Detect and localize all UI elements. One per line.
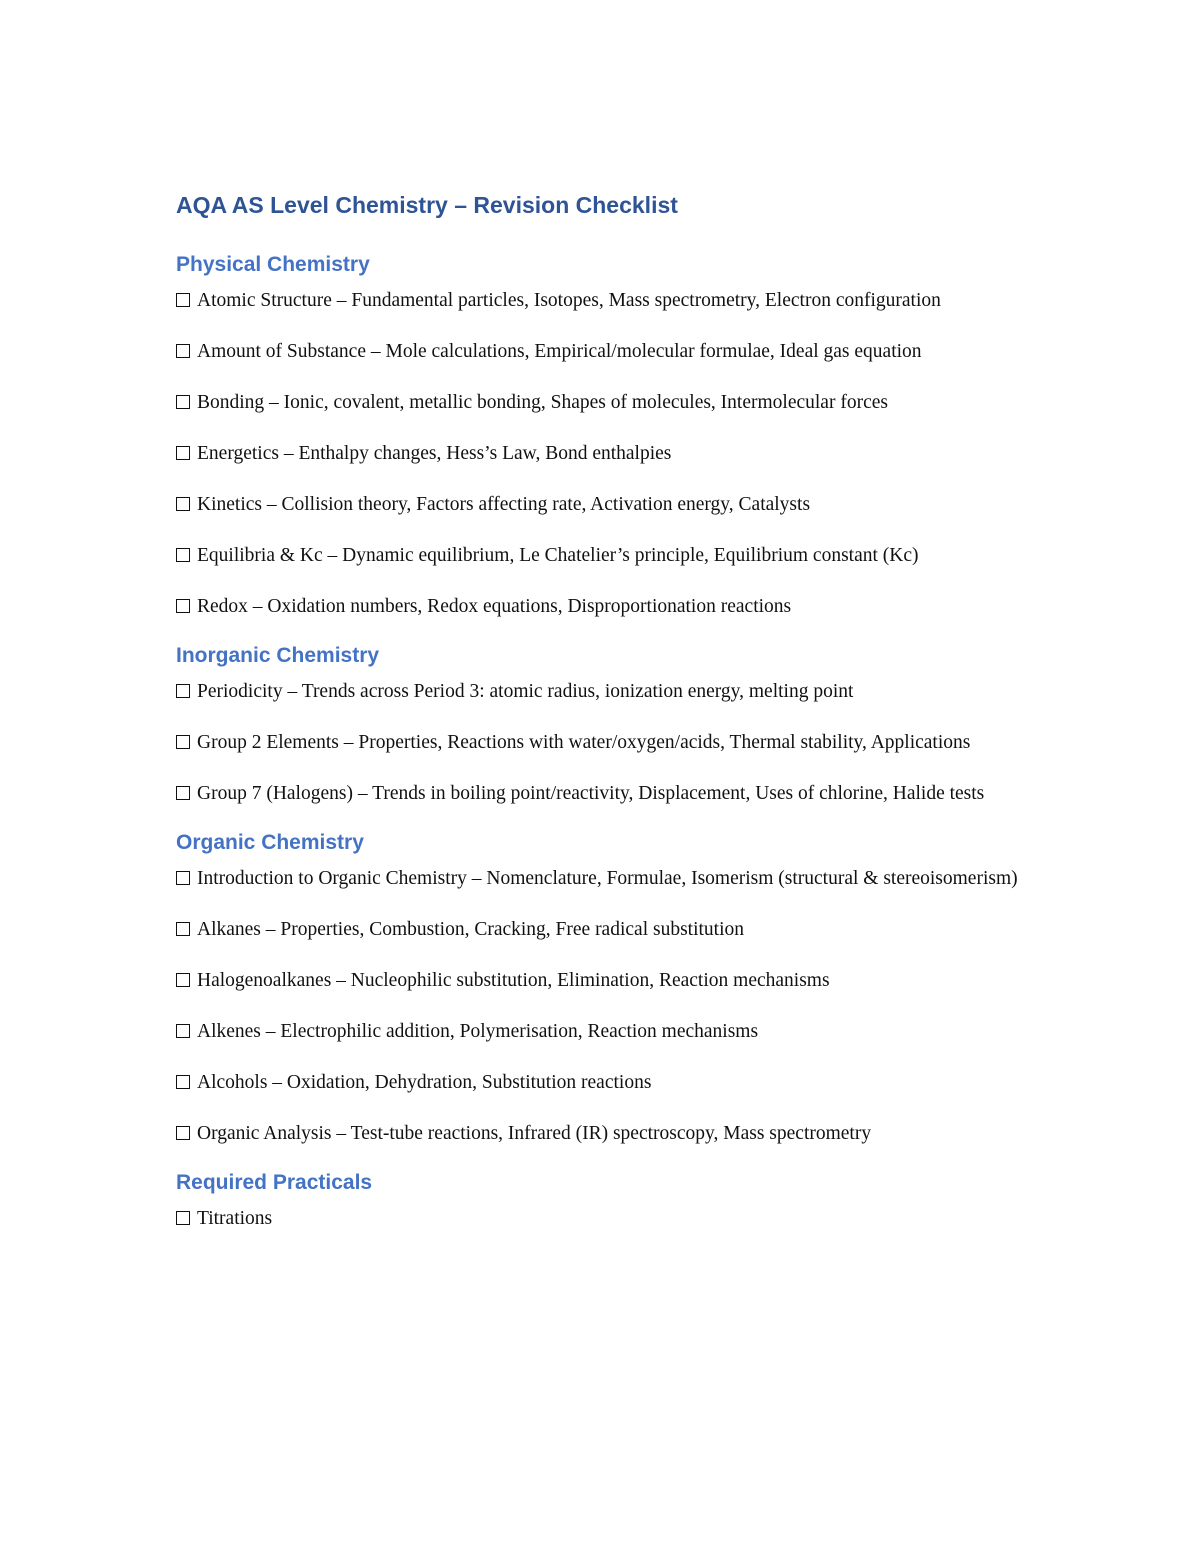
checklist-item xyxy=(176,728,1036,757)
checklist-item xyxy=(176,779,1036,808)
checkbox[interactable] xyxy=(176,1075,190,1089)
checklist-item xyxy=(176,966,1036,995)
checkbox[interactable] xyxy=(176,1024,190,1038)
checkbox[interactable] xyxy=(176,344,190,358)
checklist-item-text: Group 7 (Halogens) – Trends in boiling point/reactivity, Displacement, Uses of chlorine, Halide tests xyxy=(197,783,985,804)
checkbox[interactable] xyxy=(176,735,190,749)
section-heading-required-practicals: Required Practicals xyxy=(176,1171,373,1194)
checklist-item xyxy=(176,915,1036,944)
checklist-item xyxy=(176,1204,1036,1233)
checklist-item-text: Atomic Structure – Fundamental particles, Isotopes, Mass spectrometry, Electron configuration xyxy=(197,290,941,311)
section-heading-organic-chemistry: Organic Chemistry xyxy=(176,831,364,854)
checkbox[interactable] xyxy=(176,922,190,936)
checkbox[interactable] xyxy=(176,786,190,800)
checklist-item-text: Redox – Oxidation numbers, Redox equations, Disproportionation reactions xyxy=(197,596,792,617)
checklist-item xyxy=(176,864,1036,893)
checkbox[interactable] xyxy=(176,1211,190,1225)
checklist-item-text: Halogenoalkanes – Nucleophilic substitution, Elimination, Reaction mechanisms xyxy=(197,970,830,991)
checklist-item-text: Alcohols – Oxidation, Dehydration, Substitution reactions xyxy=(197,1072,652,1093)
checklist-item-text: Bonding – Ionic, covalent, metallic bonding, Shapes of molecules, Intermolecular forces xyxy=(197,392,888,413)
checklist-item xyxy=(176,592,1036,621)
checklist-item xyxy=(176,490,1036,519)
checklist-item-text: Organic Analysis – Test-tube reactions, Infrared (IR) spectroscopy, Mass spectrometry xyxy=(197,1123,872,1144)
checklist-item xyxy=(176,541,1036,570)
checkbox[interactable] xyxy=(176,497,190,511)
checklist-item xyxy=(176,1017,1036,1046)
checkbox[interactable] xyxy=(176,548,190,562)
checkbox[interactable] xyxy=(176,446,190,460)
checklist-item xyxy=(176,677,1036,706)
checklist-item-text: Alkenes – Electrophilic addition, Polymerisation, Reaction mechanisms xyxy=(197,1021,759,1042)
checklist-item xyxy=(176,439,1036,468)
document-title: AQA AS Level Chemistry – Revision Checklist xyxy=(176,192,678,218)
checklist-item-text: Energetics – Enthalpy changes, Hess’s Law, Bond enthalpies xyxy=(197,443,672,464)
checklist-item xyxy=(176,286,1036,315)
section-heading-physical-chemistry: Physical Chemistry xyxy=(176,253,370,276)
document-page xyxy=(176,188,1036,1255)
checkbox[interactable] xyxy=(176,871,190,885)
checklist-item-text: Kinetics – Collision theory, Factors affecting rate, Activation energy, Catalysts xyxy=(197,494,811,515)
checkbox[interactable] xyxy=(176,293,190,307)
checklist-item-text: Amount of Substance – Mole calculations, Empirical/molecular formulae, Ideal gas equation xyxy=(197,341,922,362)
checklist-item xyxy=(176,388,1036,417)
checklist-item xyxy=(176,337,1036,366)
checkbox[interactable] xyxy=(176,1126,190,1140)
checklist-item-text: Introduction to Organic Chemistry – Nomenclature, Formulae, Isomerism (structural & stereoisomerism) xyxy=(197,868,1018,889)
checklist-item-text: Periodicity – Trends across Period 3: atomic radius, ionization energy, melting point xyxy=(197,681,854,702)
checkbox[interactable] xyxy=(176,684,190,698)
checklist-item-text: Titrations xyxy=(197,1208,273,1229)
checklist-item-text: Equilibria & Kc – Dynamic equilibrium, Le Chatelier’s principle, Equilibrium constant (Kc) xyxy=(197,545,919,566)
checkbox[interactable] xyxy=(176,395,190,409)
checklist-item xyxy=(176,1119,1036,1148)
checklist-item-text: Alkanes – Properties, Combustion, Cracking, Free radical substitution xyxy=(197,919,744,940)
section-heading-inorganic-chemistry: Inorganic Chemistry xyxy=(176,644,380,667)
checkbox[interactable] xyxy=(176,973,190,987)
checkbox[interactable] xyxy=(176,599,190,613)
checklist-item-text: Group 2 Elements – Properties, Reactions with water/oxygen/acids, Thermal stability, Applications xyxy=(197,732,971,753)
checklist-item xyxy=(176,1068,1036,1097)
